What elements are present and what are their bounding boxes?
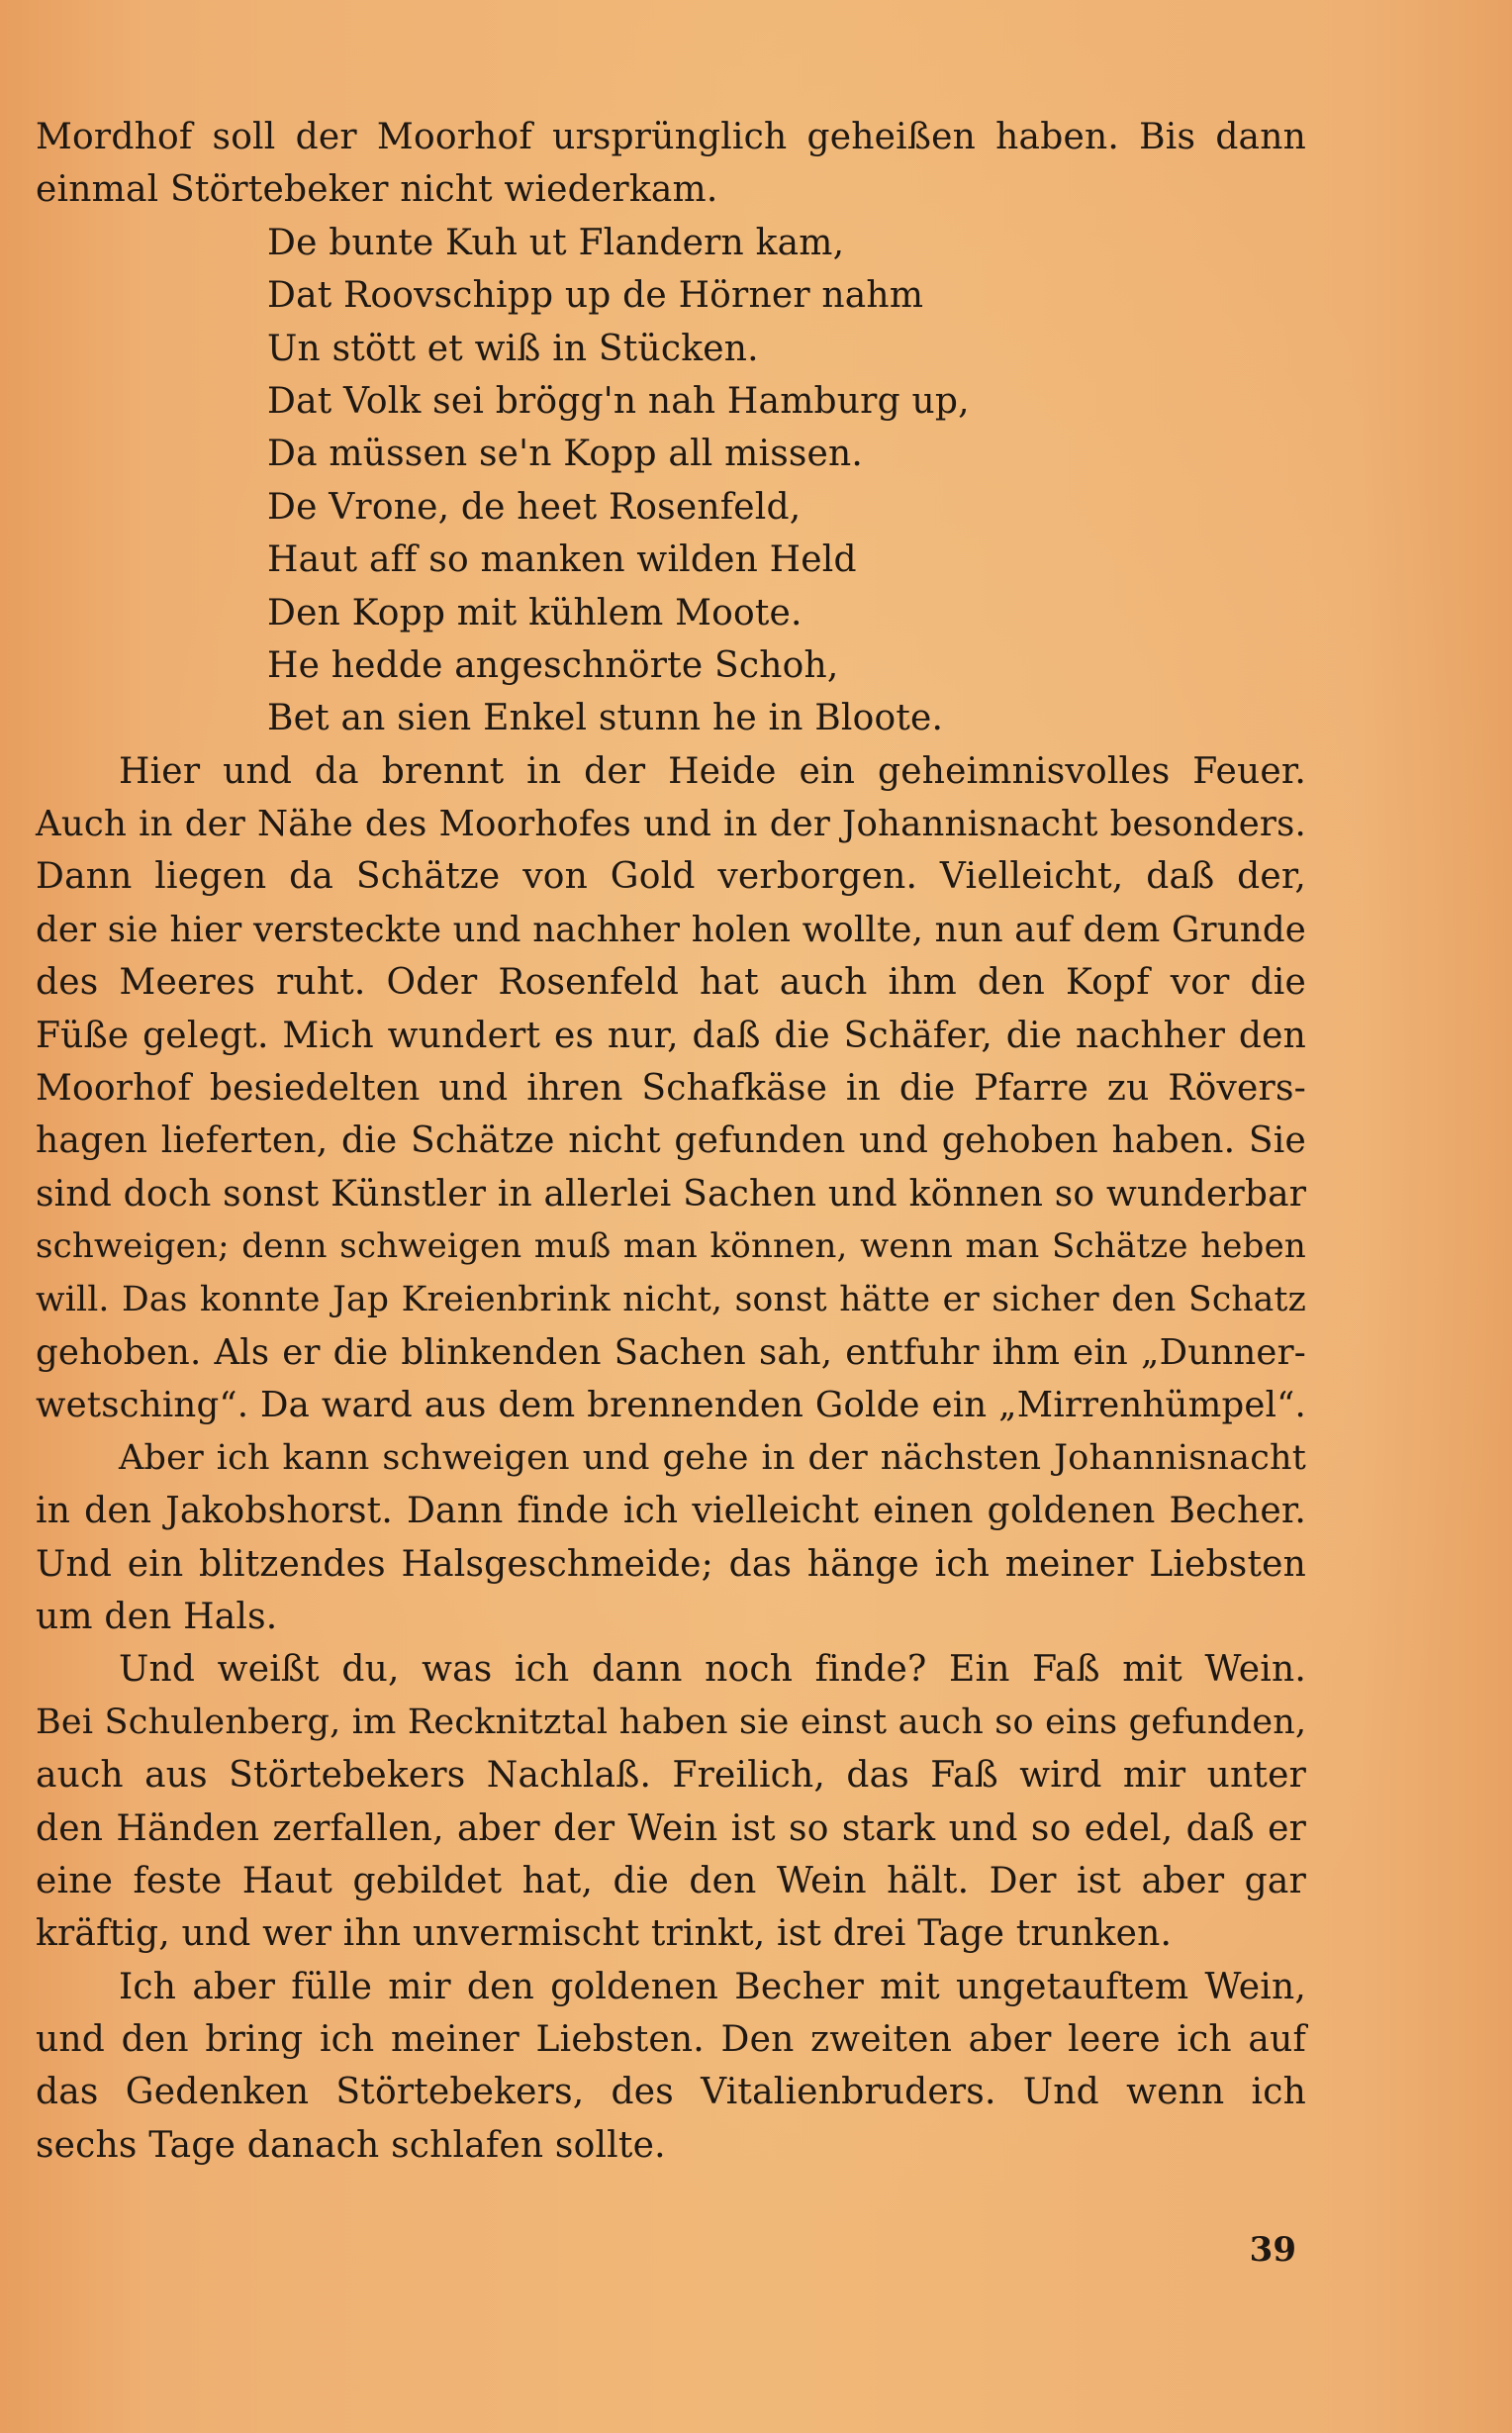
text-line: wetsching“. Da ward aus dem brennenden Golde ein „Mirrenhümpel“. xyxy=(36,1385,1306,1426)
text-line: der sie hier versteckte und nachher holen wollte, nun auf dem Grunde xyxy=(36,909,1306,950)
text-line: Hier und da brennt in der Heide ein geheimnisvolles Feuer. xyxy=(119,750,1306,792)
text-line: sechs Tage danach schlafen sollte. xyxy=(36,2124,666,2166)
text-line: Moorhof besiedelten und ihren Schafkäse in die Pfarre zu Rövers- xyxy=(36,1068,1306,1110)
verse-line: De Vrone, de heet Rosenfeld, xyxy=(267,486,802,528)
body-text xyxy=(36,111,1306,2172)
verse-line: Den Kopp mit kühlem Moote. xyxy=(267,592,803,633)
text-line: des Meeres ruht. Oder Rosenfeld hat auch ihm den Kopf vor die xyxy=(36,962,1306,1004)
text-line: will. Das konnte Jap Kreienbrink nicht, sonst hätte er sicher den Schatz xyxy=(36,1279,1306,1319)
text-line: Auch in der Nähe des Moorhofes und in der Johannisnacht besonders. xyxy=(36,804,1306,845)
verse-line: De bunte Kuh ut Flandern kam, xyxy=(267,222,845,263)
text-line: um den Hals. xyxy=(36,1596,278,1637)
verse-line: Un stött et wiß in Stücken. xyxy=(267,328,759,369)
page-number: 39 xyxy=(1249,2230,1296,2270)
text-line: sind doch sonst Künstler in allerlei Sachen und können so wunderbar xyxy=(36,1173,1307,1215)
text-line: eine feste Haut gebildet hat, die den Wein hält. Der ist aber gar xyxy=(36,1860,1306,1901)
text-line: gehoben. Als er die blinkenden Sachen sah, entfuhr ihm ein „Dunner- xyxy=(36,1331,1306,1373)
text-line: Dann liegen da Schätze von Gold verborgen. Vielleicht, daß der, xyxy=(36,856,1306,898)
text-line: Und ein blitzendes Halsgeschmeide; das hänge ich meiner Liebsten xyxy=(36,1543,1306,1585)
text-line: Und weißt du, was ich dann noch finde? Ein Faß mit Wein. xyxy=(119,1649,1306,1691)
text-line: den Händen zerfallen, aber der Wein ist so stark und so edel, daß er xyxy=(36,1807,1306,1849)
text-line: auch aus Störtebekers Nachlaß. Freilich, das Faß wird mir unter xyxy=(36,1755,1306,1797)
text-line: Bei Schulenberg, im Recknitztal haben sie einst auch so eins gefunden, xyxy=(36,1702,1307,1742)
text-line: hagen lieferten, die Schätze nicht gefunden und gehoben haben. Sie xyxy=(36,1120,1306,1162)
verse-line: Bet an sien Enkel stunn he in Bloote. xyxy=(267,698,944,739)
text-line: und den bring ich meiner Liebsten. Den zweiten aber leere ich auf xyxy=(36,2019,1306,2061)
text-line: Aber ich kann schweigen und gehe in der nächsten Johannisnacht xyxy=(119,1437,1306,1478)
text-line: Ich aber fülle mir den goldenen Becher mit ungetauftem Wein, xyxy=(119,1966,1306,2007)
text-line: schweigen; denn schweigen muß man können, wenn man Schätze heben xyxy=(36,1226,1306,1267)
verse-line: He hedde angeschnörte Schoh, xyxy=(267,644,839,686)
text-line: Füße gelegt. Mich wundert es nur, daß die Schäfer, die nachher den xyxy=(36,1015,1306,1056)
verse-line: Da müssen se'n Kopp all missen. xyxy=(267,434,864,475)
verse-line: Dat Roovschipp up de Hörner nahm xyxy=(267,275,924,317)
text-line: in den Jakobshorst. Dann finde ich vielleicht einen goldenen Becher. xyxy=(36,1491,1306,1532)
verse-line: Dat Volk sei brögg'n nah Hamburg up, xyxy=(267,380,970,422)
text-line: Mordhof soll der Moorhof ursprünglich geheißen haben. Bis dann xyxy=(36,117,1306,157)
text-line: einmal Störtebeker nicht wiederkam. xyxy=(36,169,718,211)
verse-line: Haut aff so manken wilden Held xyxy=(267,539,857,581)
text-line: das Gedenken Störtebekers, des Vitalienbruders. Und wenn ich xyxy=(36,2072,1306,2113)
text-line: kräftig, und wer ihn unvermischt trinkt, ist drei Tage trunken. xyxy=(36,1913,1173,1955)
